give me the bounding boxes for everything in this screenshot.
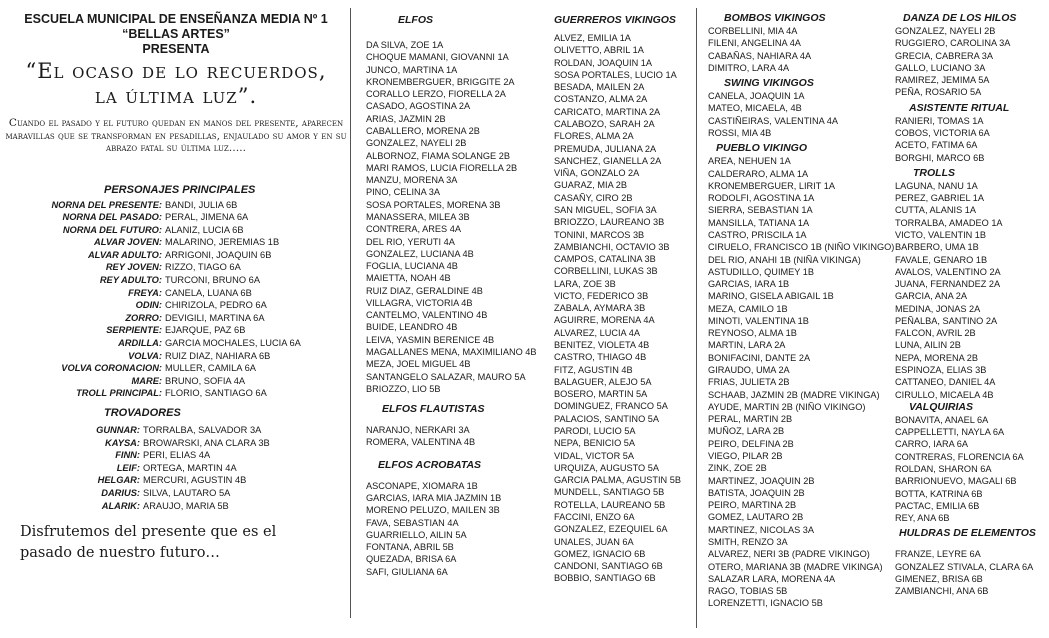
cast-row bbox=[0, 287, 352, 300]
cast-name: FRIAS, JULIETA 2B bbox=[708, 377, 790, 388]
cast-name: BARRIONUEVO, MAGALI 6B bbox=[895, 476, 1017, 487]
presents-label: PRESENTA bbox=[142, 42, 210, 56]
cast-name: GARCIAS, IARA MIA JAZMIN 1B bbox=[366, 493, 502, 503]
cast-name: PACTAC, EMILIA 6B bbox=[895, 500, 980, 511]
cast-name: CANTELMO, VALENTINO 4B bbox=[366, 310, 488, 321]
cast-name: GARCIA PALMA, AGUSTIN 5B bbox=[554, 475, 681, 486]
cast-row bbox=[0, 249, 352, 262]
cast-name: MANASSERA, MILEA 3B bbox=[366, 211, 470, 222]
cast-name: CALDERARO, ALMA 1A bbox=[708, 168, 809, 179]
cast-name: SIERRA, SEBASTIAN 1A bbox=[708, 205, 813, 216]
cast-name: ALVAREZ, LUCIA 4A bbox=[554, 327, 640, 338]
cast-name: GOMEZ, LAUTARO 2B bbox=[708, 512, 804, 523]
cast-name: VICTO, VALENTIN 1B bbox=[895, 229, 987, 240]
cast-row bbox=[0, 324, 352, 337]
cast-name: CASTIÑEIRAS, VALENTINA 4A bbox=[708, 115, 839, 126]
cast-role: ODIN: bbox=[135, 300, 162, 311]
cast-actor: RIZZO, TIAGO 6A bbox=[165, 262, 241, 273]
cast-name: FLORES, ALMA 2A bbox=[554, 131, 634, 142]
cast-name: NEPA, MORENA 2B bbox=[895, 352, 979, 363]
cast-name: GONZALEZ STIVALA, CLARA 6A bbox=[895, 561, 1034, 572]
play-title-line-2: la última luz”. bbox=[94, 84, 258, 108]
cast-name: CHOQUE MAMANI, GIOVANNI 1A bbox=[366, 52, 509, 63]
cast-name: VICTO, FEDERICO 3B bbox=[554, 290, 649, 301]
cast-name: ESPINOZA, ELIAS 3B bbox=[895, 365, 987, 376]
cast-name: PEÑALBA, SANTINO 2A bbox=[895, 315, 998, 326]
vikingos-panel bbox=[696, 0, 895, 638]
cast-name: FITZ, AGUSTIN 4B bbox=[554, 364, 633, 375]
cast-name: OLIVETTO, ABRIL 1A bbox=[554, 45, 644, 56]
cast-name: BUIDE, LEANDRO 4B bbox=[366, 322, 458, 333]
cast-row bbox=[0, 362, 352, 375]
trovadores-section bbox=[0, 406, 352, 512]
cast-actor: SILVA, LAUTARO 5A bbox=[143, 487, 231, 498]
cast-row bbox=[0, 462, 352, 475]
cast-name: ALVAREZ, NERI 3B (PADRE VIKINGO) bbox=[708, 549, 870, 560]
cast-name: DEL RIO, ANAHI 1B (NIÑA VIKINGA) bbox=[708, 254, 861, 265]
cast-name: TONINI, MARCOS 3B bbox=[554, 229, 645, 240]
elfos-panel bbox=[352, 0, 540, 638]
principal-cast-title: PERSONAJES PRINCIPALES bbox=[104, 183, 256, 196]
cast-name: ZAMBIANCHI, OCTAVIO 3B bbox=[554, 241, 670, 252]
cast-name: REY, ANA 6B bbox=[895, 513, 950, 524]
cast-name: BOSERO, MARTIN 5A bbox=[554, 389, 648, 400]
cast-actor: DEVIGILI, MARTINA 6A bbox=[165, 312, 265, 323]
cast-name: CASAÑY, CIRO 2B bbox=[554, 192, 633, 203]
cast-name: ZABALA, AYMARA 3B bbox=[554, 303, 646, 314]
cast-name: GONZALEZ, NAYELI 2B bbox=[895, 26, 996, 36]
cast-role: HELGAR: bbox=[97, 475, 140, 486]
cast-name: COBOS, VICTORIA 6A bbox=[895, 127, 990, 138]
cast-name: FILENI, ANGELINA 4A bbox=[708, 38, 801, 49]
cast-name: CAMPOS, CATALINA 3B bbox=[554, 254, 656, 265]
cast-name: ALBORNOZ, FIAMA SOLANGE 2B bbox=[366, 150, 510, 161]
cast-row bbox=[0, 299, 352, 312]
trovadores-title: TROVADORES bbox=[104, 407, 181, 419]
cast-name: CARRO, IARA 6A bbox=[895, 439, 969, 450]
cast-role: ZORRO: bbox=[125, 312, 162, 323]
cast-name: GONZALEZ, NAYELI 2B bbox=[366, 138, 467, 149]
cast-name: BATISTA, JOAQUIN 2B bbox=[708, 487, 805, 498]
huldras-title: HULDRAS DE ELEMENTOS bbox=[899, 527, 1036, 540]
cast-name: VILLAGRA, VICTORIA 4B bbox=[366, 297, 473, 308]
cast-actor: GARCIA MOCHALES, LUCIA 6A bbox=[165, 338, 301, 349]
cast-name: CUTTA, ALANIS 1A bbox=[895, 205, 977, 216]
cast-row bbox=[0, 487, 352, 500]
pueblo-title: PUEBLO VIKINGO bbox=[716, 142, 808, 155]
cast-name: FRANZE, LEYRE 6A bbox=[895, 549, 981, 560]
cast-name: RAGO, TOBIAS 5B bbox=[708, 586, 788, 597]
cast-row bbox=[0, 337, 352, 350]
guerreros-panel bbox=[540, 0, 696, 638]
valquirias-title: VALQUIRIAS bbox=[909, 400, 973, 413]
cast-name: VIÑA, GONZALO 2A bbox=[554, 168, 640, 179]
cast-name: CARICATO, MARTINA 2A bbox=[554, 106, 661, 117]
cast-name: AGUIRRE, MORENA 4A bbox=[554, 315, 655, 326]
cast-row bbox=[0, 261, 352, 274]
cast-name: PEIRO, MARTINA 2B bbox=[708, 500, 797, 511]
cast-name: MARTIN, LARA 2A bbox=[708, 340, 786, 351]
cast-name: BARBERO, UMA 1B bbox=[895, 242, 979, 253]
cast-name: MUNDELL, SANTIAGO 5B bbox=[554, 487, 665, 498]
cast-name: QUEZADA, BRISA 6A bbox=[366, 554, 457, 565]
cast-name: GIMENEZ, BRISA 6B bbox=[895, 573, 983, 584]
cast-name: PEIRO, DELFINA 2B bbox=[708, 438, 794, 449]
cast-name: AVALOS, VALENTINO 2A bbox=[895, 266, 1001, 277]
cast-name: CANDONI, SANTIAGO 6B bbox=[554, 561, 663, 572]
swing-list bbox=[708, 90, 892, 139]
cast-name: AREA, NEHUEN 1A bbox=[708, 156, 791, 167]
cast-name: PARODI, LUCIO 5A bbox=[554, 426, 636, 436]
cast-row bbox=[0, 474, 352, 487]
cast-actor: CANELA, LUANA 6B bbox=[165, 287, 252, 298]
cast-name: MARI RAMOS, LUCIA FIORELLA 2B bbox=[366, 162, 518, 173]
cast-row bbox=[0, 274, 352, 287]
danza-title: DANZA DE LOS HILOS bbox=[903, 12, 1017, 24]
cast-row bbox=[0, 312, 352, 325]
cast-actor: PERI, ELIAS 4A bbox=[143, 450, 211, 461]
cast-name: PREMUDA, JULIANA 2A bbox=[554, 143, 657, 154]
cast-name: ROLDAN, SHARON 6A bbox=[895, 464, 992, 474]
cast-name: GUARRIELLO, AILIN 5A bbox=[366, 529, 467, 540]
cast-name: GALLO, LUCIANO 3A bbox=[895, 62, 986, 73]
elfos-title: ELFOS bbox=[398, 14, 434, 26]
cast-name: DOMINGUEZ, FRANCO 5A bbox=[554, 401, 668, 412]
cast-name: CASTRO, PRISCILA 1A bbox=[708, 229, 807, 240]
cast-actor: ALANIZ, LUCIA 6B bbox=[165, 224, 244, 235]
cast-row bbox=[0, 199, 352, 212]
bombos-title: BOMBOS VIKINGOS bbox=[724, 12, 826, 24]
cast-name: ASCONAPE, XIOMARA 1B bbox=[366, 480, 478, 491]
principal-cast-list bbox=[0, 199, 352, 401]
cast-name: CABALLERO, MORENA 2B bbox=[366, 125, 480, 136]
cast-name: SANTANGELO SALAZAR, MAURO 5A bbox=[366, 371, 526, 382]
play-synopsis: Cuando el pasado y el futuro quedan en manos del presente, aparecen maravillas que se transforman en pesadillas, enjaulado su amor y en su abrazo fatal su última luz….. bbox=[5, 117, 347, 154]
cast-name: KRONEMBERGUER, LIRIT 1A bbox=[708, 180, 835, 191]
cast-name: MORENO PELUZO, MAILEN 3B bbox=[366, 505, 500, 516]
cast-name: DEL RIO, YERUTI 4A bbox=[366, 236, 455, 247]
cast-name: MUÑOZ, LARA 2B bbox=[708, 426, 785, 437]
cast-name: TORRALBA, AMADEO 1A bbox=[895, 217, 1003, 228]
elfos-flautistas-list bbox=[366, 424, 540, 449]
cast-name: BALAGUER, ALEJO 5A bbox=[554, 376, 652, 387]
cast-name: OTERO, MARIANA 3B (MADRE VIKINGA) bbox=[708, 561, 883, 572]
cast-name: FAVA, SEBASTIAN 4A bbox=[366, 517, 459, 528]
cast-actor: BRUNO, SOFIA 4A bbox=[165, 375, 246, 386]
cast-name: GRECIA, CABRERA 3A bbox=[895, 50, 994, 61]
cast-name: SMITH, RENZO 3A bbox=[708, 536, 788, 547]
cast-name: MARTINEZ, JOAQUIN 2B bbox=[708, 475, 815, 486]
cast-name: ROLDAN, JOAQUIN 1A bbox=[554, 57, 653, 68]
cast-name: GIRAUDO, UMA 2A bbox=[708, 365, 790, 376]
cast-name: COSTANZO, ALMA 2A bbox=[554, 94, 648, 105]
cast-name: SOSA PORTALES, LUCIO 1A bbox=[554, 69, 677, 80]
cast-name: MATEO, MICAELA, 4B bbox=[708, 103, 802, 114]
cast-name: CORBELLINI, LUKAS 3B bbox=[554, 266, 658, 277]
cast-name: JUANA, FERNANDEZ 2A bbox=[895, 279, 1001, 290]
cast-role: NORNA DEL PASADO: bbox=[62, 212, 162, 223]
elfos-acrobatas-title: ELFOS ACROBATAS bbox=[378, 458, 482, 471]
cast-name: PERAL, MARTIN 2B bbox=[708, 414, 793, 425]
cast-name: MINOTI, VALENTINA 1B bbox=[708, 315, 809, 326]
cast-name: CASADO, AGOSTINA 2A bbox=[366, 101, 471, 112]
cast-name: BRIOZZO, LIO 5B bbox=[366, 383, 441, 394]
cast-name: ASTUDILLO, QUIMEY 1B bbox=[708, 266, 815, 277]
cast-name: PINO, CELINA 3A bbox=[366, 187, 441, 198]
cast-actor: ARAUJO, MARIA 5B bbox=[143, 500, 229, 511]
cast-actor: MERCURI, AGUSTIN 4B bbox=[143, 475, 247, 486]
cast-name: KRONEMBERGUER, BRIGGITE 2A bbox=[366, 76, 515, 87]
cast-name: FOGLIA, LUCIANA 4B bbox=[366, 261, 458, 272]
cast-name: GONZALEZ, LUCIANA 4B bbox=[366, 248, 474, 259]
swing-title: SWING VIKINGOS bbox=[724, 77, 814, 90]
cast-actor: BROWARSKI, ANA CLARA 3B bbox=[143, 437, 270, 448]
cast-actor: ORTEGA, MARTIN 4A bbox=[143, 462, 237, 473]
cast-name: CONTRERA, ARES 4A bbox=[366, 224, 461, 235]
cast-name: GARCIAS, IARA 1B bbox=[708, 279, 790, 290]
cast-name: ALVEZ, EMILIA 1A bbox=[554, 33, 631, 43]
cast-name: SALAZAR LARA, MORENA 4A bbox=[708, 573, 836, 584]
cast-name: LORENZETTI, IGNACIO 5B bbox=[708, 598, 823, 609]
cast-row bbox=[0, 350, 352, 363]
danza-list bbox=[895, 25, 1049, 99]
valquirias-list bbox=[895, 414, 1049, 525]
school-name: ESCUELA MUNICIPAL DE ENSEÑANZA MEDIA Nº 1 bbox=[24, 12, 328, 26]
right-panel bbox=[892, 0, 1049, 638]
bombos-list bbox=[708, 25, 892, 74]
cast-name: RANIERI, TOMAS 1A bbox=[895, 115, 984, 126]
cast-name: MARINO, GISELA ABIGAIL 1B bbox=[708, 291, 834, 302]
cast-name: RAMIREZ, JEMIMA 5A bbox=[895, 75, 990, 86]
cast-name: ARIAS, JAZMIN 2B bbox=[366, 113, 446, 124]
cast-row bbox=[0, 236, 352, 249]
cast-actor: EJARQUE, PAZ 6B bbox=[165, 325, 246, 336]
cast-name: DA SILVA, ZOE 1A bbox=[366, 40, 444, 50]
trovadores-list bbox=[0, 424, 352, 512]
cast-role: FREYA: bbox=[128, 287, 162, 298]
cast-name: CATTANEO, DANIEL 4A bbox=[895, 377, 996, 388]
cast-role: DARIUS: bbox=[101, 487, 140, 498]
cast-name: RUGGIERO, CAROLINA 3A bbox=[895, 38, 1011, 49]
cast-role: ALARIK: bbox=[101, 500, 140, 511]
cast-role: MARE: bbox=[131, 375, 162, 386]
cast-name: MARTINEZ, NICOLAS 3A bbox=[708, 524, 815, 535]
cast-name: BENITEZ, VIOLETA 4B bbox=[554, 340, 650, 351]
cast-name: CALABOZO, SARAH 2A bbox=[554, 118, 655, 129]
cast-name: BORGHI, MARCO 6B bbox=[895, 152, 985, 163]
cast-name: ROMERA, VALENTINA 4B bbox=[366, 437, 476, 448]
cast-role: GUNNAR: bbox=[96, 425, 140, 435]
cast-row bbox=[0, 500, 352, 513]
closing-line-1: Disfrutemos del presente que es el bbox=[20, 524, 277, 541]
cast-name: VIDAL, VICTOR 5A bbox=[554, 450, 634, 461]
cast-name: BESADA, MAILEN 2A bbox=[554, 82, 645, 93]
cast-name: NARANJO, NERKARI 3A bbox=[366, 425, 470, 436]
cast-actor: PERAL, JIMENA 6A bbox=[165, 212, 249, 223]
cast-name: CIRUELO, FRANCISCO 1B (NIÑO VIKINGO) bbox=[708, 242, 895, 253]
cast-name: PEÑA, ROSARIO 5A bbox=[895, 87, 982, 98]
cast-name: SOSA PORTALES, MORENA 3B bbox=[366, 199, 501, 210]
cast-name: CASTRO, THIAGO 4B bbox=[554, 352, 647, 363]
cast-name: FACCINI, ENZO 6A bbox=[554, 511, 635, 522]
cast-name: ZAMBIANCHI, ANA 6B bbox=[895, 586, 989, 597]
cast-name: CIRULLO, MICAELA 4B bbox=[895, 389, 994, 400]
closing-message bbox=[0, 522, 352, 564]
closing-line-2: pasado de nuestro futuro… bbox=[20, 545, 220, 562]
asistente-list bbox=[895, 115, 1049, 164]
cast-role: SERPIENTE: bbox=[106, 325, 162, 336]
cast-role: VOLVA: bbox=[128, 350, 162, 361]
cast-actor: CHIRIZOLA, PEDRO 6A bbox=[165, 300, 267, 311]
cast-name: LAGUNA, NANU 1A bbox=[895, 180, 978, 191]
cast-name: DIMITRO, LARA 4A bbox=[708, 62, 790, 73]
cast-name: FALCON, AVRIL 2B bbox=[895, 328, 976, 339]
cast-name: ROTELLA, LAUREANO 5B bbox=[554, 499, 666, 510]
cast-role: LEIF: bbox=[116, 462, 140, 473]
cast-row bbox=[0, 449, 352, 462]
cast-name: SCHAAB, JAZMIN 2B (MADRE VIKINGA) bbox=[708, 389, 880, 400]
cast-name: MAGALLANES MENA, MAXIMILIANO 4B bbox=[366, 347, 537, 358]
cast-role: VOLVA CORONACION: bbox=[61, 363, 162, 374]
cast-name: MEDINA, JONAS 2A bbox=[895, 303, 981, 314]
cast-name: CONTRERAS, FLORENCIA 6A bbox=[895, 451, 1024, 462]
cast-name: SANCHEZ, GIANELLA 2A bbox=[554, 155, 662, 166]
cast-name: GARCIA, ANA 2A bbox=[895, 291, 967, 302]
cast-name: CAPPELLETTI, NAYLA 6A bbox=[895, 427, 1005, 438]
cast-name: ZINK, ZOE 2B bbox=[708, 463, 767, 474]
cast-row bbox=[0, 424, 352, 437]
cast-row bbox=[0, 387, 352, 400]
cast-row bbox=[0, 211, 352, 224]
cast-name: BONAVITA, ANAEL 6A bbox=[895, 414, 989, 425]
cast-name: BOBBIO, SANTIAGO 6B bbox=[554, 573, 656, 584]
cast-name: GOMEZ, IGNACIO 6B bbox=[554, 548, 646, 559]
cast-name: BOTTA, KATRINA 6B bbox=[895, 488, 983, 499]
elfos-flautistas-title: ELFOS FLAUTISTAS bbox=[382, 403, 485, 416]
cast-name: MEZA, CAMILO 1B bbox=[708, 303, 788, 314]
cast-name: BONIFACINI, DANTE 2A bbox=[708, 352, 811, 363]
cast-actor: BANDI, JULIA 6B bbox=[165, 199, 238, 210]
cast-actor: MALARINO, JEREMIAS 1B bbox=[165, 237, 280, 248]
cast-role: REY ADULTO: bbox=[99, 275, 162, 286]
cast-name: ACETO, FATIMA 6A bbox=[895, 140, 978, 151]
cast-name: REYNOSO, ALMA 1B bbox=[708, 328, 797, 339]
trolls-list bbox=[895, 180, 1049, 401]
cast-actor: TORRALBA, SALVADOR 3A bbox=[143, 425, 262, 435]
cast-role: FINN: bbox=[115, 450, 140, 461]
play-title-line-1: “El ocaso de lo recuerdos, bbox=[25, 59, 327, 83]
trolls-title: TROLLS bbox=[913, 166, 955, 179]
cast-name: URQUIZA, AUGUSTO 5A bbox=[554, 462, 659, 473]
cast-name: GONZALEZ, EZEQUIEL 6A bbox=[554, 524, 668, 535]
cast-name: UNALES, JUAN 6A bbox=[554, 536, 634, 547]
cast-name: MAIETTA, NOAH 4B bbox=[366, 273, 451, 284]
cast-actor: RUIZ DIAZ, NAHIARA 6B bbox=[165, 350, 271, 361]
cast-role: NORNA DEL FUTURO: bbox=[62, 224, 162, 235]
cast-role: ALVAR ADULTO: bbox=[87, 249, 162, 260]
cast-name: ROSSI, MIA 4B bbox=[708, 127, 772, 138]
cast-role: REY JOVEN: bbox=[105, 262, 162, 273]
guerreros-title: GUERREROS VIKINGOS bbox=[554, 14, 676, 26]
cast-name: LUNA, AILIN 2B bbox=[895, 340, 961, 351]
cast-actor: FLORIO, SANTIAGO 6A bbox=[165, 388, 267, 399]
cast-name: LEIVA, YASMIN BERENICE 4B bbox=[366, 334, 495, 345]
cast-name: MANZU, MORENA 3A bbox=[366, 175, 458, 186]
cast-role: NORNA DEL PRESENTE: bbox=[51, 199, 162, 210]
cast-role: TROLL PRINCIPAL: bbox=[76, 388, 162, 399]
cast-name: RODOLFI, AGOSTINA 1A bbox=[708, 193, 815, 204]
elfos-acrobatas-list bbox=[366, 480, 540, 578]
elfos-list bbox=[366, 39, 540, 395]
cast-name: SAFI, GIULIANA 6A bbox=[366, 566, 448, 577]
cast-name: FONTANA, ABRIL 5B bbox=[366, 542, 454, 553]
cast-role: KAYSA: bbox=[105, 437, 140, 448]
asistente-title: ASISTENTE RITUAL bbox=[909, 101, 1010, 114]
cast-name: FAVALE, GENARO 1B bbox=[895, 254, 988, 265]
cast-row bbox=[0, 375, 352, 388]
cast-actor: MULLER, CAMILA 6A bbox=[165, 363, 256, 374]
cast-role: ARDILLA: bbox=[118, 338, 162, 349]
cast-name: CANELA, JOAQUIN 1A bbox=[708, 91, 805, 102]
cast-name: CORBELLINI, MIA 4A bbox=[708, 26, 798, 36]
cast-name: RUIZ DIAZ, GERALDINE 4B bbox=[366, 285, 483, 296]
huldras-list bbox=[895, 548, 1049, 597]
pueblo-list bbox=[708, 155, 895, 609]
cast-name: CABAÑAS, NAHIARA 4A bbox=[708, 50, 812, 61]
guerreros-list bbox=[554, 32, 696, 585]
cast-name: SAN MIGUEL, SOFIA 3A bbox=[554, 204, 657, 215]
cast-name: MEZA, JOEL MIGUEL 4B bbox=[366, 359, 471, 370]
cast-name: MANSILLA, TATIANA 1A bbox=[708, 217, 810, 228]
principal-cast-section bbox=[0, 183, 352, 401]
program-left-panel bbox=[0, 0, 352, 638]
cast-name: JUNCO, MARTINA 1A bbox=[366, 64, 458, 75]
cast-row bbox=[0, 224, 352, 237]
cast-name: BRIOZZO, LAUREANO 3B bbox=[554, 217, 665, 228]
cast-actor: ARRIGONI, JOAQUIN 6B bbox=[165, 249, 272, 260]
cast-name: NEPA, BENICIO 5A bbox=[554, 438, 636, 449]
cast-role: ALVAR JOVEN: bbox=[93, 237, 162, 248]
cast-name: AYUDE, MARTIN 2B (NIÑO VIKINGO) bbox=[708, 401, 866, 412]
cast-row bbox=[0, 437, 352, 450]
cast-name: PALACIOS, SANTINO 5A bbox=[554, 413, 660, 424]
cast-name: LARA, ZOE 3B bbox=[554, 278, 616, 289]
cast-name: PEREZ, GABRIEL 1A bbox=[895, 193, 985, 204]
cast-name: CORALLO LERZO, FIORELLA 2A bbox=[366, 89, 506, 100]
cast-name: VIEGO, PILAR 2B bbox=[708, 451, 783, 461]
cast-name: GUARAZ, MIA 2B bbox=[554, 180, 628, 191]
cast-actor: TURCONI, BRUNO 6A bbox=[165, 275, 261, 286]
school-subtitle: “BELLAS ARTES” bbox=[122, 27, 230, 41]
